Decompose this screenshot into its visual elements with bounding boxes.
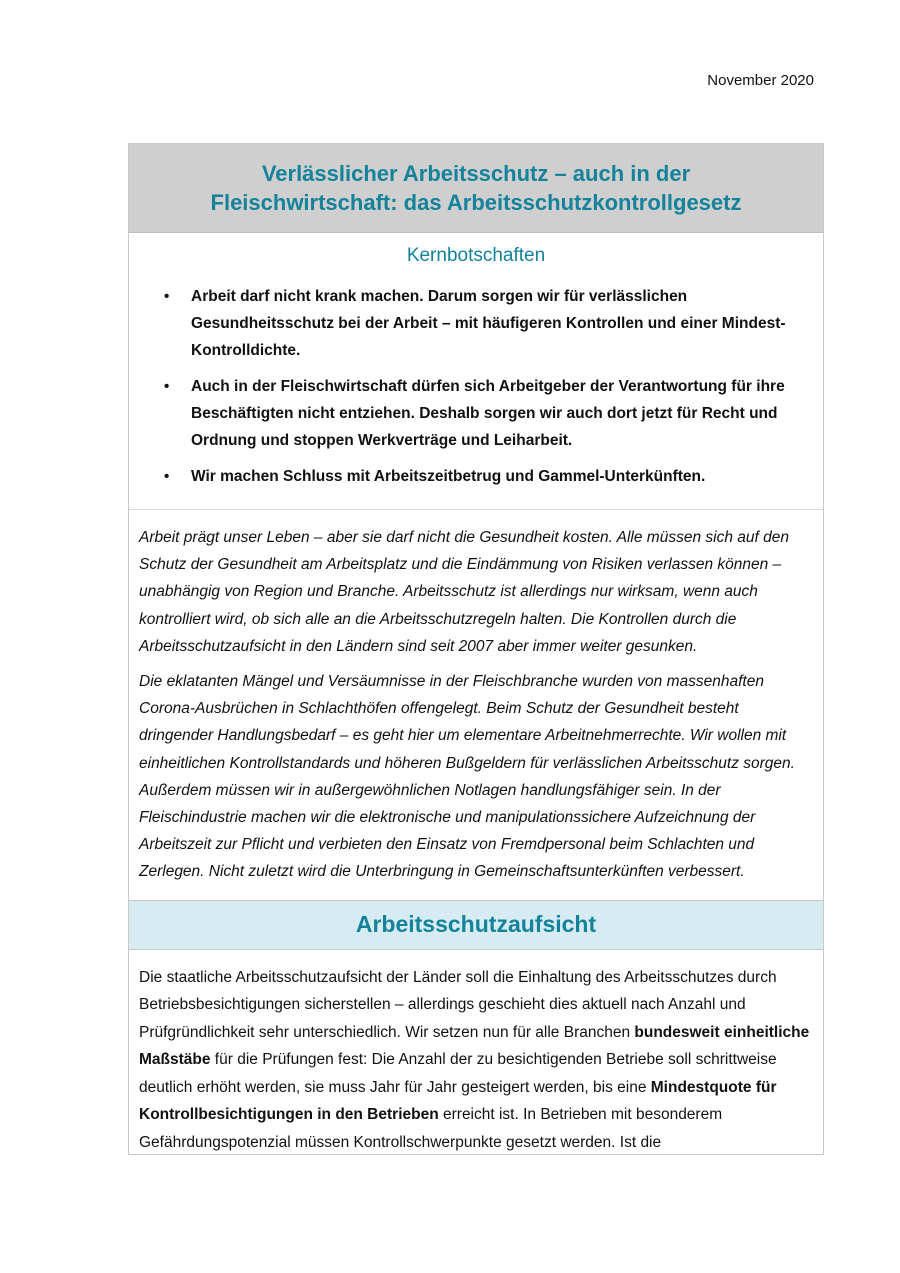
title-band — [129, 144, 823, 233]
bullet-icon: • — [164, 288, 170, 305]
bullet-icon: • — [164, 468, 170, 485]
intro-paragraph-2: Die eklatanten Mängel und Versäumnisse in der Fleischbranche wurden von massenhaften Corona-Ausbrüchen in Schlachthöfen offengelegt. Beim Schutz der Gesundheit besteht dringender Handlungsbedarf – es geht hier um elementare Arbeitnehmerrechte. Wir wollen mit einheitlichen Kontrollstandards und höheren Bußgeldern für verlässlichen Arbeitsschutz sorgen. Außerdem müssen wir in außergewöhnlichen Notlagen handlungsfähiger sein. In der Fleischindustrie machen wir die elektronische und manipulationssichere Aufzeichnung der Arbeitszeit zur Pflicht und verbieten den Einsatz von Fremdpersonal beim Schlachten und Zerlegen. Nicht zuletzt wird die Unterbringung in Gemeinschaftsunterkünften verbessert. — [139, 673, 795, 881]
document-title — [211, 159, 742, 217]
intro-text — [129, 510, 823, 900]
section-text-1: Die staatliche Arbeitsschutzaufsicht der Länder soll die Einhaltung des Arbeitsschutzes durch Betriebsbesichtigungen sicherstellen – allerdings geschieht dies aktuell nach Anzahl und Prüfgründlichkeit sehr unterschiedlich. Wir setzen nun für alle Branchen — [139, 968, 777, 1041]
key-messages — [129, 233, 823, 510]
section-bold-2: Mindestquote für Kontrollbesichtigungen in den Betrieben — [139, 1078, 777, 1124]
title-line-1: Verlässlicher Arbeitsschutz – auch in der — [261, 161, 691, 186]
list-item — [164, 463, 793, 490]
list-item-text: Auch in der Fleischwirtschaft dürfen sich Arbeitgeber der Verantwortung für ihre Beschäftigten nicht entziehen. Deshalb sorgen wir auch dort jetzt für Recht und Ordnung und stoppen Werkverträge und Leiharbeit. — [191, 378, 785, 449]
section-bold-1: bundesweit einheitliche Maßstäbe — [139, 1023, 810, 1069]
list-item-text: Arbeit darf nicht krank machen. Darum sorgen wir für verlässlichen Gesundheitsschutz bei der Arbeit – mit häufigeren Kontrollen und einer Mindest-Kontrolldichte. — [191, 288, 786, 359]
section-text-2: für die Prüfungen fest: Die Anzahl der zu besichtigenden Betriebe soll schrittweise deutlich erhöht werden, sie muss Jahr für Jahr gesteigert werden, bis eine — [139, 1051, 777, 1096]
bullet-icon: • — [164, 378, 170, 395]
section-heading: Arbeitsschutzaufsicht — [355, 911, 597, 938]
list-item-text: Wir machen Schluss mit Arbeitszeitbetrug und Gammel-Unterkünften. — [191, 468, 706, 485]
document-date: November 2020 — [707, 72, 814, 89]
intro-paragraph-1: Arbeit prägt unser Leben – aber sie darf nicht die Gesundheit kosten. Alle müssen sich auf den Schutz der Gesundheit am Arbeitsplatz und die Eindämmung von Risiken verlassen können – unabhängig von Region und Branche. Arbeitsschutz ist allerdings nur wirksam, wenn auch kontrolliert wird, ob sich alle an die Arbeitsschutzregeln halten. Die Kontrollen durch die Arbeitsschutzaufsicht in den Ländern sind seit 2007 aber immer weiter gesunken. — [139, 529, 789, 655]
title-line-2: Fleischwirtschaft: das Arbeitsschutzkontrollgesetz — [210, 190, 742, 215]
section-band — [129, 900, 823, 950]
section-paragraph — [129, 950, 823, 1155]
list-item — [164, 283, 793, 364]
content-box — [128, 143, 824, 1155]
section-text-3: erreicht ist. In Betrieben mit besonderem Gefährdungspotenzial müssen Kontrollschwerpunkte gesetzt werden. Ist die — [139, 1106, 723, 1151]
key-messages-list — [129, 283, 823, 490]
list-item — [164, 373, 793, 454]
key-messages-heading: Kernbotschaften — [406, 245, 546, 266]
